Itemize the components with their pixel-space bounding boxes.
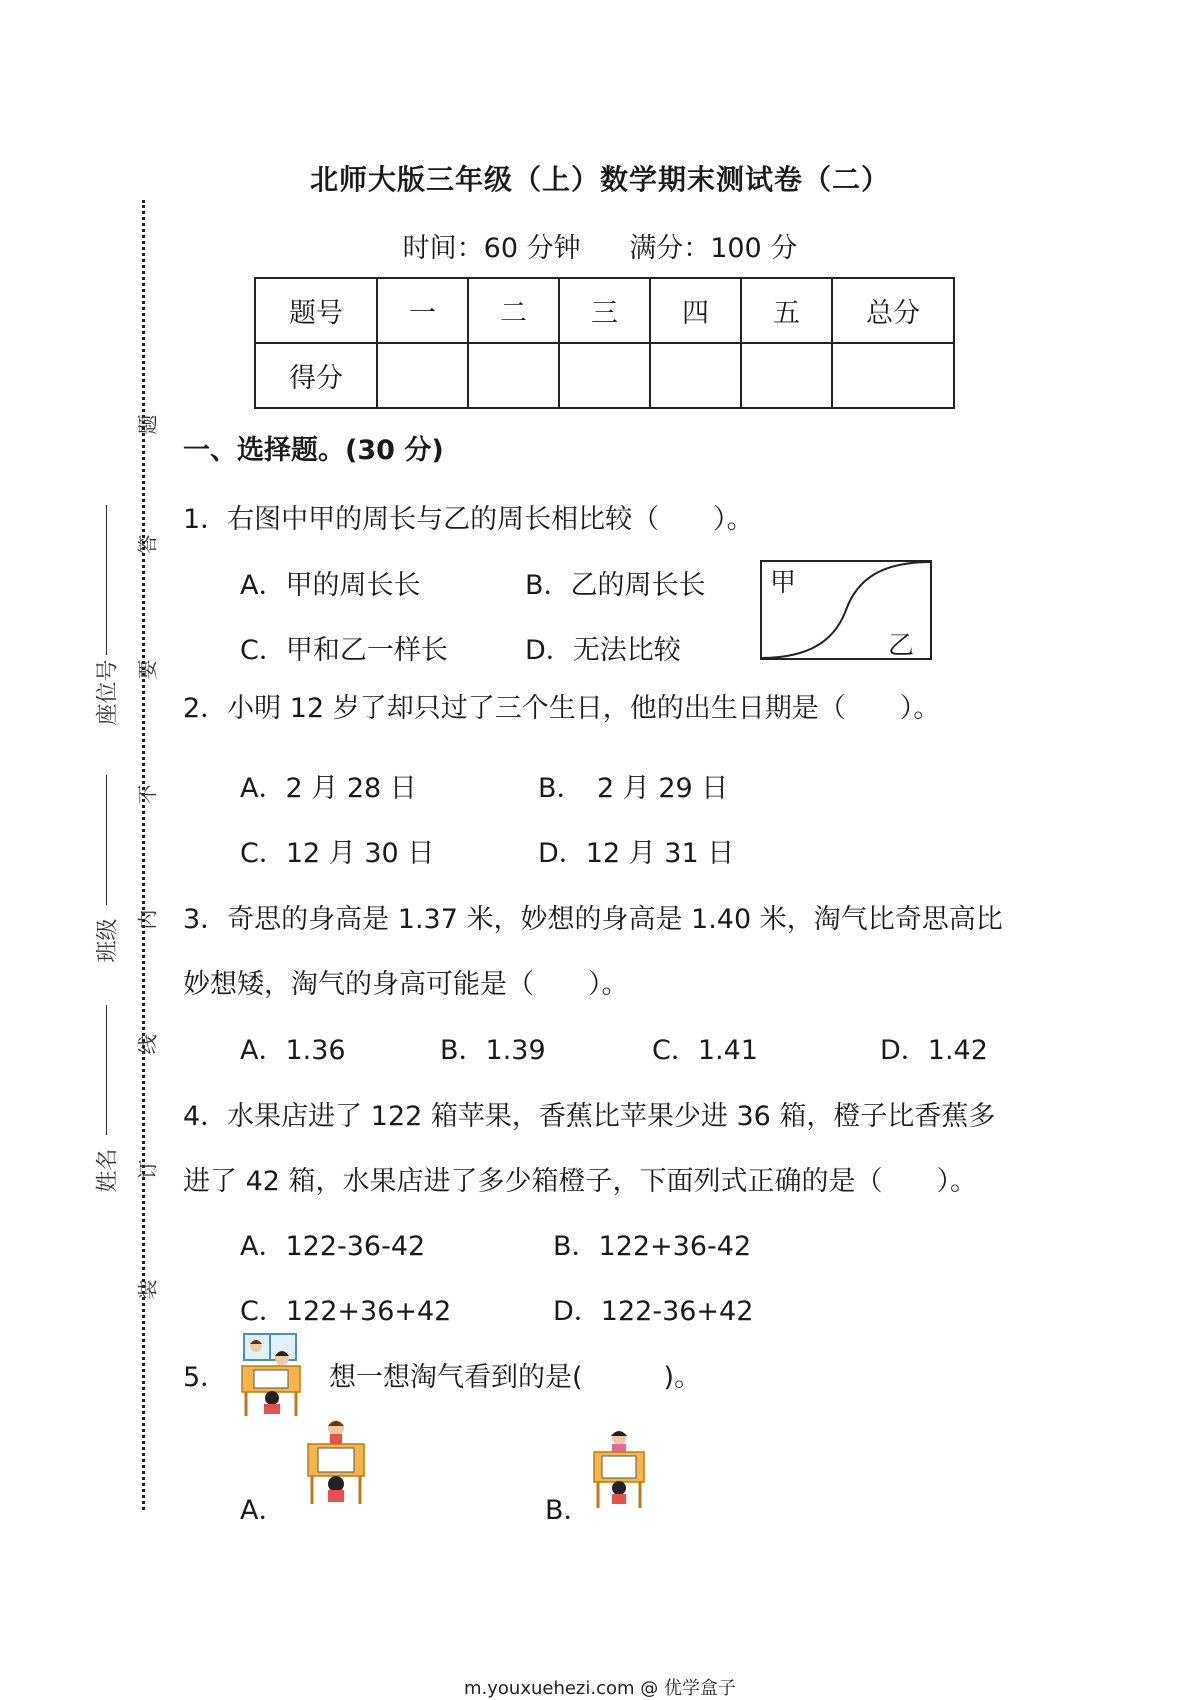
score-table-score-row (255, 343, 954, 408)
perimeter-figure (760, 560, 932, 660)
q3-option-c[interactable]: C．1.41 (652, 1035, 758, 1066)
score-entry-cell[interactable] (377, 343, 468, 408)
binding-word: 答 (135, 534, 160, 555)
name-underline[interactable] (106, 1005, 107, 1135)
q2-option-d[interactable]: D．12 月 31 日 (538, 838, 735, 869)
class-label: 班级 (95, 918, 121, 963)
q3-option-d[interactable]: D．1.42 (880, 1035, 988, 1066)
figure-label-jia: 甲 (770, 568, 797, 598)
question-3-line-2: 妙想矮，淘气的身高可能是（ ）。 (183, 969, 629, 1000)
score-table-cell: 题号 (255, 278, 377, 343)
q4-option-b[interactable]: B．122+36-42 (553, 1231, 752, 1262)
q1-option-d[interactable]: D．无法比较 (525, 635, 681, 666)
question-1: 1．右图中甲的周长与乙的周长相比较（ ）。 (183, 504, 754, 535)
q4-option-d[interactable]: D．122-36+42 (553, 1296, 754, 1327)
score-table-cell: 一 (377, 278, 468, 343)
q5-option-a-image[interactable] (304, 1416, 368, 1508)
score-entry-cell[interactable] (650, 343, 741, 408)
q2-option-c[interactable]: C．12 月 30 日 (240, 838, 435, 869)
score-table-cell: 三 (559, 278, 650, 343)
class-underline[interactable] (106, 775, 107, 905)
question-2: 2．小明 12 岁了却只过了三个生日，他的出生日期是（ ）。 (183, 693, 941, 724)
exam-full-score: 满分：100 分 (629, 233, 798, 264)
q5-option-b[interactable]: B． (545, 1495, 591, 1526)
q5-scene-illustration (236, 1332, 308, 1420)
exam-time: 时间：60 分钟 (402, 233, 581, 264)
section-heading: 一、选择题。(30 分) (183, 435, 444, 466)
binding-word: 要 (135, 659, 160, 680)
binding-word: 线 (135, 1034, 160, 1055)
binding-dotted-line (142, 200, 145, 1510)
binding-word: 不 (135, 784, 160, 805)
q1-option-b[interactable]: B．乙的周长长 (525, 570, 706, 601)
name-label: 姓名 (95, 1148, 121, 1193)
q5-option-a[interactable]: A． (240, 1495, 286, 1526)
score-table-cell: 总分 (832, 278, 954, 343)
q2-option-b[interactable]: B． 2 月 29 日 (538, 773, 729, 804)
exam-meta (0, 226, 1200, 265)
score-table-cell: 四 (650, 278, 741, 343)
binding-word: 题 (135, 414, 160, 435)
question-4-line-2: 进了 42 箱，水果店进了多少箱橙子，下面列式正确的是（ ）。 (183, 1166, 978, 1197)
score-entry-cell[interactable] (832, 343, 954, 408)
question-5-text: 想一想淘气看到的是( )。 (329, 1362, 702, 1393)
binding-word: 装 (135, 1279, 160, 1300)
q5-option-b-image[interactable] (590, 1428, 648, 1510)
score-table (254, 277, 955, 409)
seat-number-underline[interactable] (106, 505, 107, 655)
q4-option-c[interactable]: C．122+36+42 (240, 1296, 452, 1327)
binding-word: 内 (135, 909, 160, 930)
footer-watermark: m.youxuehezi.com @ 优学盒子 (463, 1678, 736, 1699)
score-table-cell: 二 (468, 278, 559, 343)
q3-option-b[interactable]: B．1.39 (440, 1035, 546, 1066)
q2-option-a[interactable]: A．2 月 28 日 (240, 773, 417, 804)
score-table-header-row (255, 278, 954, 343)
score-entry-cell[interactable] (741, 343, 832, 408)
seat-number-label: 座位号 (95, 659, 121, 726)
question-4-line-1: 4．水果店进了 122 箱苹果，香蕉比苹果少进 36 箱，橙子比香蕉多 (183, 1101, 996, 1132)
figure-label-yi: 乙 (888, 631, 915, 661)
score-table-cell: 得分 (255, 343, 377, 408)
q3-option-a[interactable]: A．1.36 (240, 1035, 346, 1066)
binding-word: 订 (135, 1159, 160, 1180)
q4-option-a[interactable]: A．122-36-42 (240, 1231, 426, 1262)
exam-title: 北师大版三年级（上）数学期末测试卷（二） (309, 163, 890, 196)
question-3-line-1: 3．奇思的身高是 1.37 米，妙想的身高是 1.40 米，淘气比奇思高比 (183, 904, 1003, 935)
q1-option-c[interactable]: C．甲和乙一样长 (240, 635, 448, 666)
score-entry-cell[interactable] (468, 343, 559, 408)
score-table-cell: 五 (741, 278, 832, 343)
q1-option-a[interactable]: A．甲的周长长 (240, 570, 421, 601)
question-5-number: 5． (183, 1362, 228, 1393)
score-entry-cell[interactable] (559, 343, 650, 408)
